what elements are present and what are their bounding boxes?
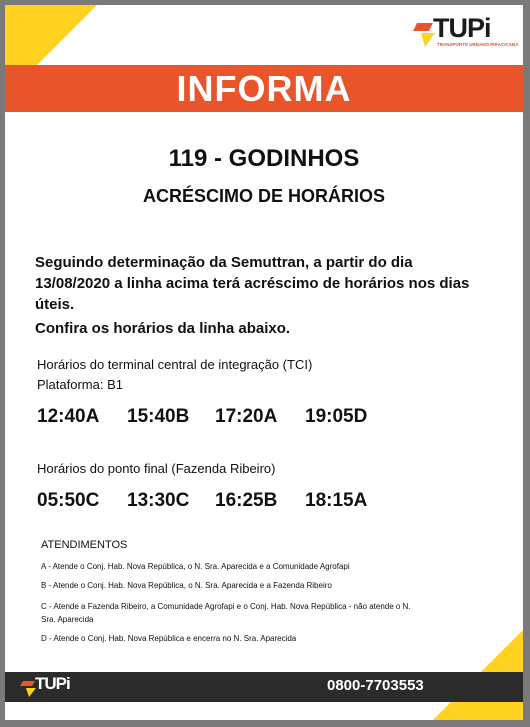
atendimento-item: C - Atende a Fazenda Ribeiro, a Comunidade Agrofapi e o Conj. Hab. Nova República - não atende o N. Sra. Aparecida: [41, 602, 411, 624]
terminal-platform: Plataforma: B1: [37, 377, 123, 392]
informa-banner: [5, 65, 523, 112]
time-slot: 19:05D: [305, 406, 368, 427]
terminal-times: [37, 406, 367, 428]
final-point-times: [37, 490, 367, 512]
footer-bar: [5, 672, 523, 702]
atendimento-item: B - Atende o Conj. Hab. Nova República, o N. Sra. Aparecida e a Fazenda Ribeiro: [41, 581, 332, 590]
footer-logo-wordmark: TUPi: [35, 674, 70, 693]
atendimentos-heading: ATENDIMENTOS: [41, 539, 128, 551]
notice-paragraph: Seguindo determinação da Semuttran, a partir do dia 13/08/2020 a linha acima terá acréscimo de horários nos dias úteis.: [35, 254, 470, 313]
time-slot: 18:15A: [305, 490, 368, 511]
footer-logo: [19, 674, 89, 700]
final-point-label: Horários do ponto final (Fazenda Ribeiro): [37, 461, 276, 476]
time-slot: 12:40A: [37, 406, 100, 427]
line-title: 119 - GODINHOS: [168, 145, 360, 172]
banner-text: INFORMA: [176, 68, 352, 109]
atendimento-item: D - Atende o Conj. Hab. Nova República e encerra no N. Sra. Aparecida: [41, 634, 297, 643]
atendimento-item: A - Atende o Conj. Hab. Nova República, o N. Sra. Aparecida e a Comunidade Agrofapi: [41, 562, 350, 571]
time-slot: 16:25B: [215, 490, 278, 511]
time-slot: 17:20A: [215, 406, 278, 427]
logo-tagline: TRANSPORTE URBANO PIRACICABA: [437, 42, 519, 47]
terminal-label: Horários do terminal central de integração (TCI): [37, 357, 313, 372]
time-slot: 13:30C: [127, 490, 190, 511]
notice-paragraph-2: Confira os horários da linha abaixo.: [35, 320, 291, 337]
tupi-logo: [409, 13, 519, 53]
phone-number[interactable]: 0800-7703553: [327, 677, 424, 694]
time-slot: 15:40B: [127, 406, 190, 427]
logo-wordmark: TUPi: [433, 13, 491, 43]
notice-page: [5, 5, 523, 720]
notice-subtitle: ACRÉSCIMO DE HORÁRIOS: [142, 186, 385, 206]
time-slot: 05:50C: [37, 490, 100, 511]
